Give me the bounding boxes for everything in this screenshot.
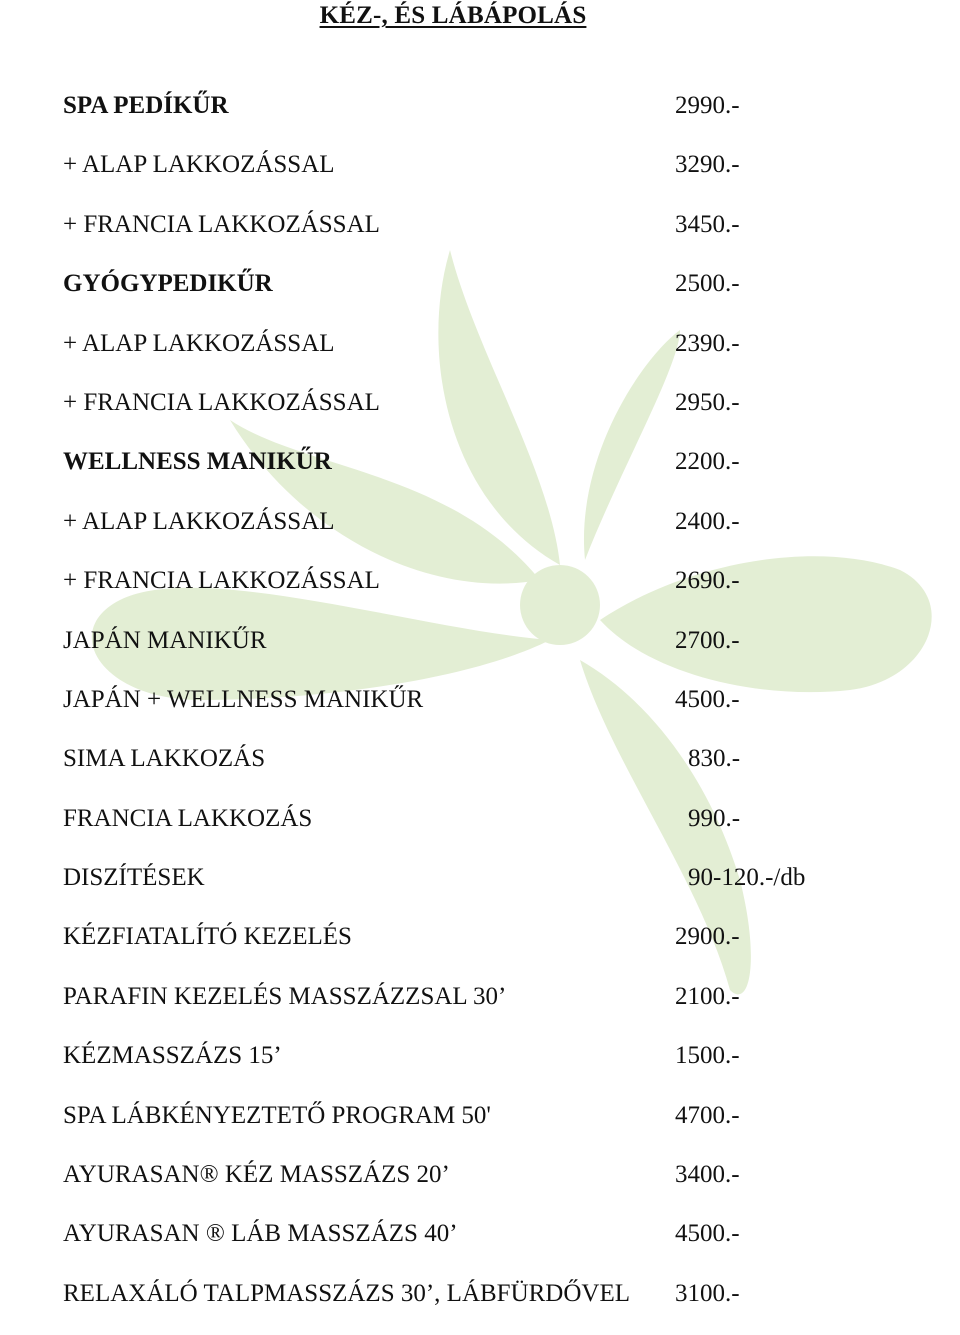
price-row [63, 623, 903, 682]
service-name: + FRANCIA LAKKOZÁSSAL [63, 567, 380, 595]
service-name: RELAXÁLÓ TALPMASSZÁZS 30’, LÁBFÜRDŐVEL [63, 1279, 631, 1307]
price-row [63, 860, 903, 919]
service-name: WELLNESS MANIKŰR [63, 448, 332, 476]
service-price: 2900.- [675, 923, 740, 951]
price-row [63, 147, 903, 206]
price-row [63, 741, 903, 800]
price-row [63, 919, 903, 978]
price-row [63, 1216, 903, 1275]
service-price: 2950.- [675, 388, 740, 416]
price-row [63, 979, 903, 1038]
price-row [63, 1038, 903, 1097]
service-name: FRANCIA LAKKOZÁS [63, 804, 313, 832]
service-price: 3100.- [675, 1279, 740, 1307]
service-name: + FRANCIA LAKKOZÁSSAL [63, 210, 380, 238]
service-price: 830.- [688, 745, 741, 773]
service-price: 2700.- [675, 626, 740, 654]
service-price: 4700.- [675, 1101, 740, 1129]
price-row [63, 266, 903, 325]
price-row [63, 444, 903, 503]
service-name: GYÓGYPEDIKŰR [63, 270, 273, 298]
price-row [63, 1276, 903, 1335]
service-price: 990.- [688, 804, 741, 832]
service-price: 2390.- [675, 329, 740, 357]
service-price: 3290.- [675, 151, 740, 179]
service-name: DISZÍTÉSEK [63, 864, 205, 892]
price-row [63, 88, 903, 147]
service-price: 3450.- [675, 210, 740, 238]
service-price: 3400.- [675, 1161, 740, 1189]
price-row [63, 326, 903, 385]
service-price: 2400.- [675, 507, 740, 535]
price-row [63, 682, 903, 741]
price-row [63, 563, 903, 622]
service-name: + ALAP LAKKOZÁSSAL [63, 507, 335, 535]
service-name: KÉZMASSZÁZS 15’ [63, 1042, 282, 1070]
service-price: 2200.- [675, 448, 740, 476]
price-row [63, 385, 903, 444]
service-price: 2100.- [675, 982, 740, 1010]
price-row [63, 207, 903, 266]
service-price: 2690.- [675, 567, 740, 595]
service-name: + FRANCIA LAKKOZÁSSAL [63, 388, 380, 416]
service-name: + ALAP LAKKOZÁSSAL [63, 329, 335, 357]
service-name: SPA PEDÍKŰR [63, 92, 229, 119]
page-title: KÉZ-, ÉS LÁBÁPOLÁS [319, 2, 587, 29]
service-name: PARAFIN KEZELÉS MASSZÁZZSAL 30’ [63, 982, 507, 1010]
service-price: 2500.- [675, 270, 740, 298]
service-name: AYURASAN® KÉZ MASSZÁZS 20’ [63, 1161, 450, 1189]
price-row [63, 801, 903, 860]
service-price: 2990.- [675, 92, 740, 119]
service-price: 4500.- [675, 1220, 740, 1248]
price-row [63, 1098, 903, 1157]
service-name: SPA LÁBKÉNYEZTETŐ PROGRAM 50' [63, 1101, 491, 1129]
service-name: AYURASAN ® LÁB MASSZÁZS 40’ [63, 1220, 458, 1248]
service-name: JAPÁN MANIKŰR [63, 626, 267, 654]
price-list [63, 88, 903, 1335]
service-price: 1500.- [675, 1042, 740, 1070]
price-row [63, 1157, 903, 1216]
service-name: KÉZFIATALÍTÓ KEZELÉS [63, 923, 352, 951]
service-name: SIMA LAKKOZÁS [63, 745, 266, 773]
service-price: 4500.- [675, 685, 740, 713]
service-name: + ALAP LAKKOZÁSSAL [63, 151, 335, 179]
service-price: 90-120.-/db [688, 864, 806, 892]
price-row [63, 504, 903, 563]
service-name: JAPÁN + WELLNESS MANIKŰR [63, 685, 424, 713]
